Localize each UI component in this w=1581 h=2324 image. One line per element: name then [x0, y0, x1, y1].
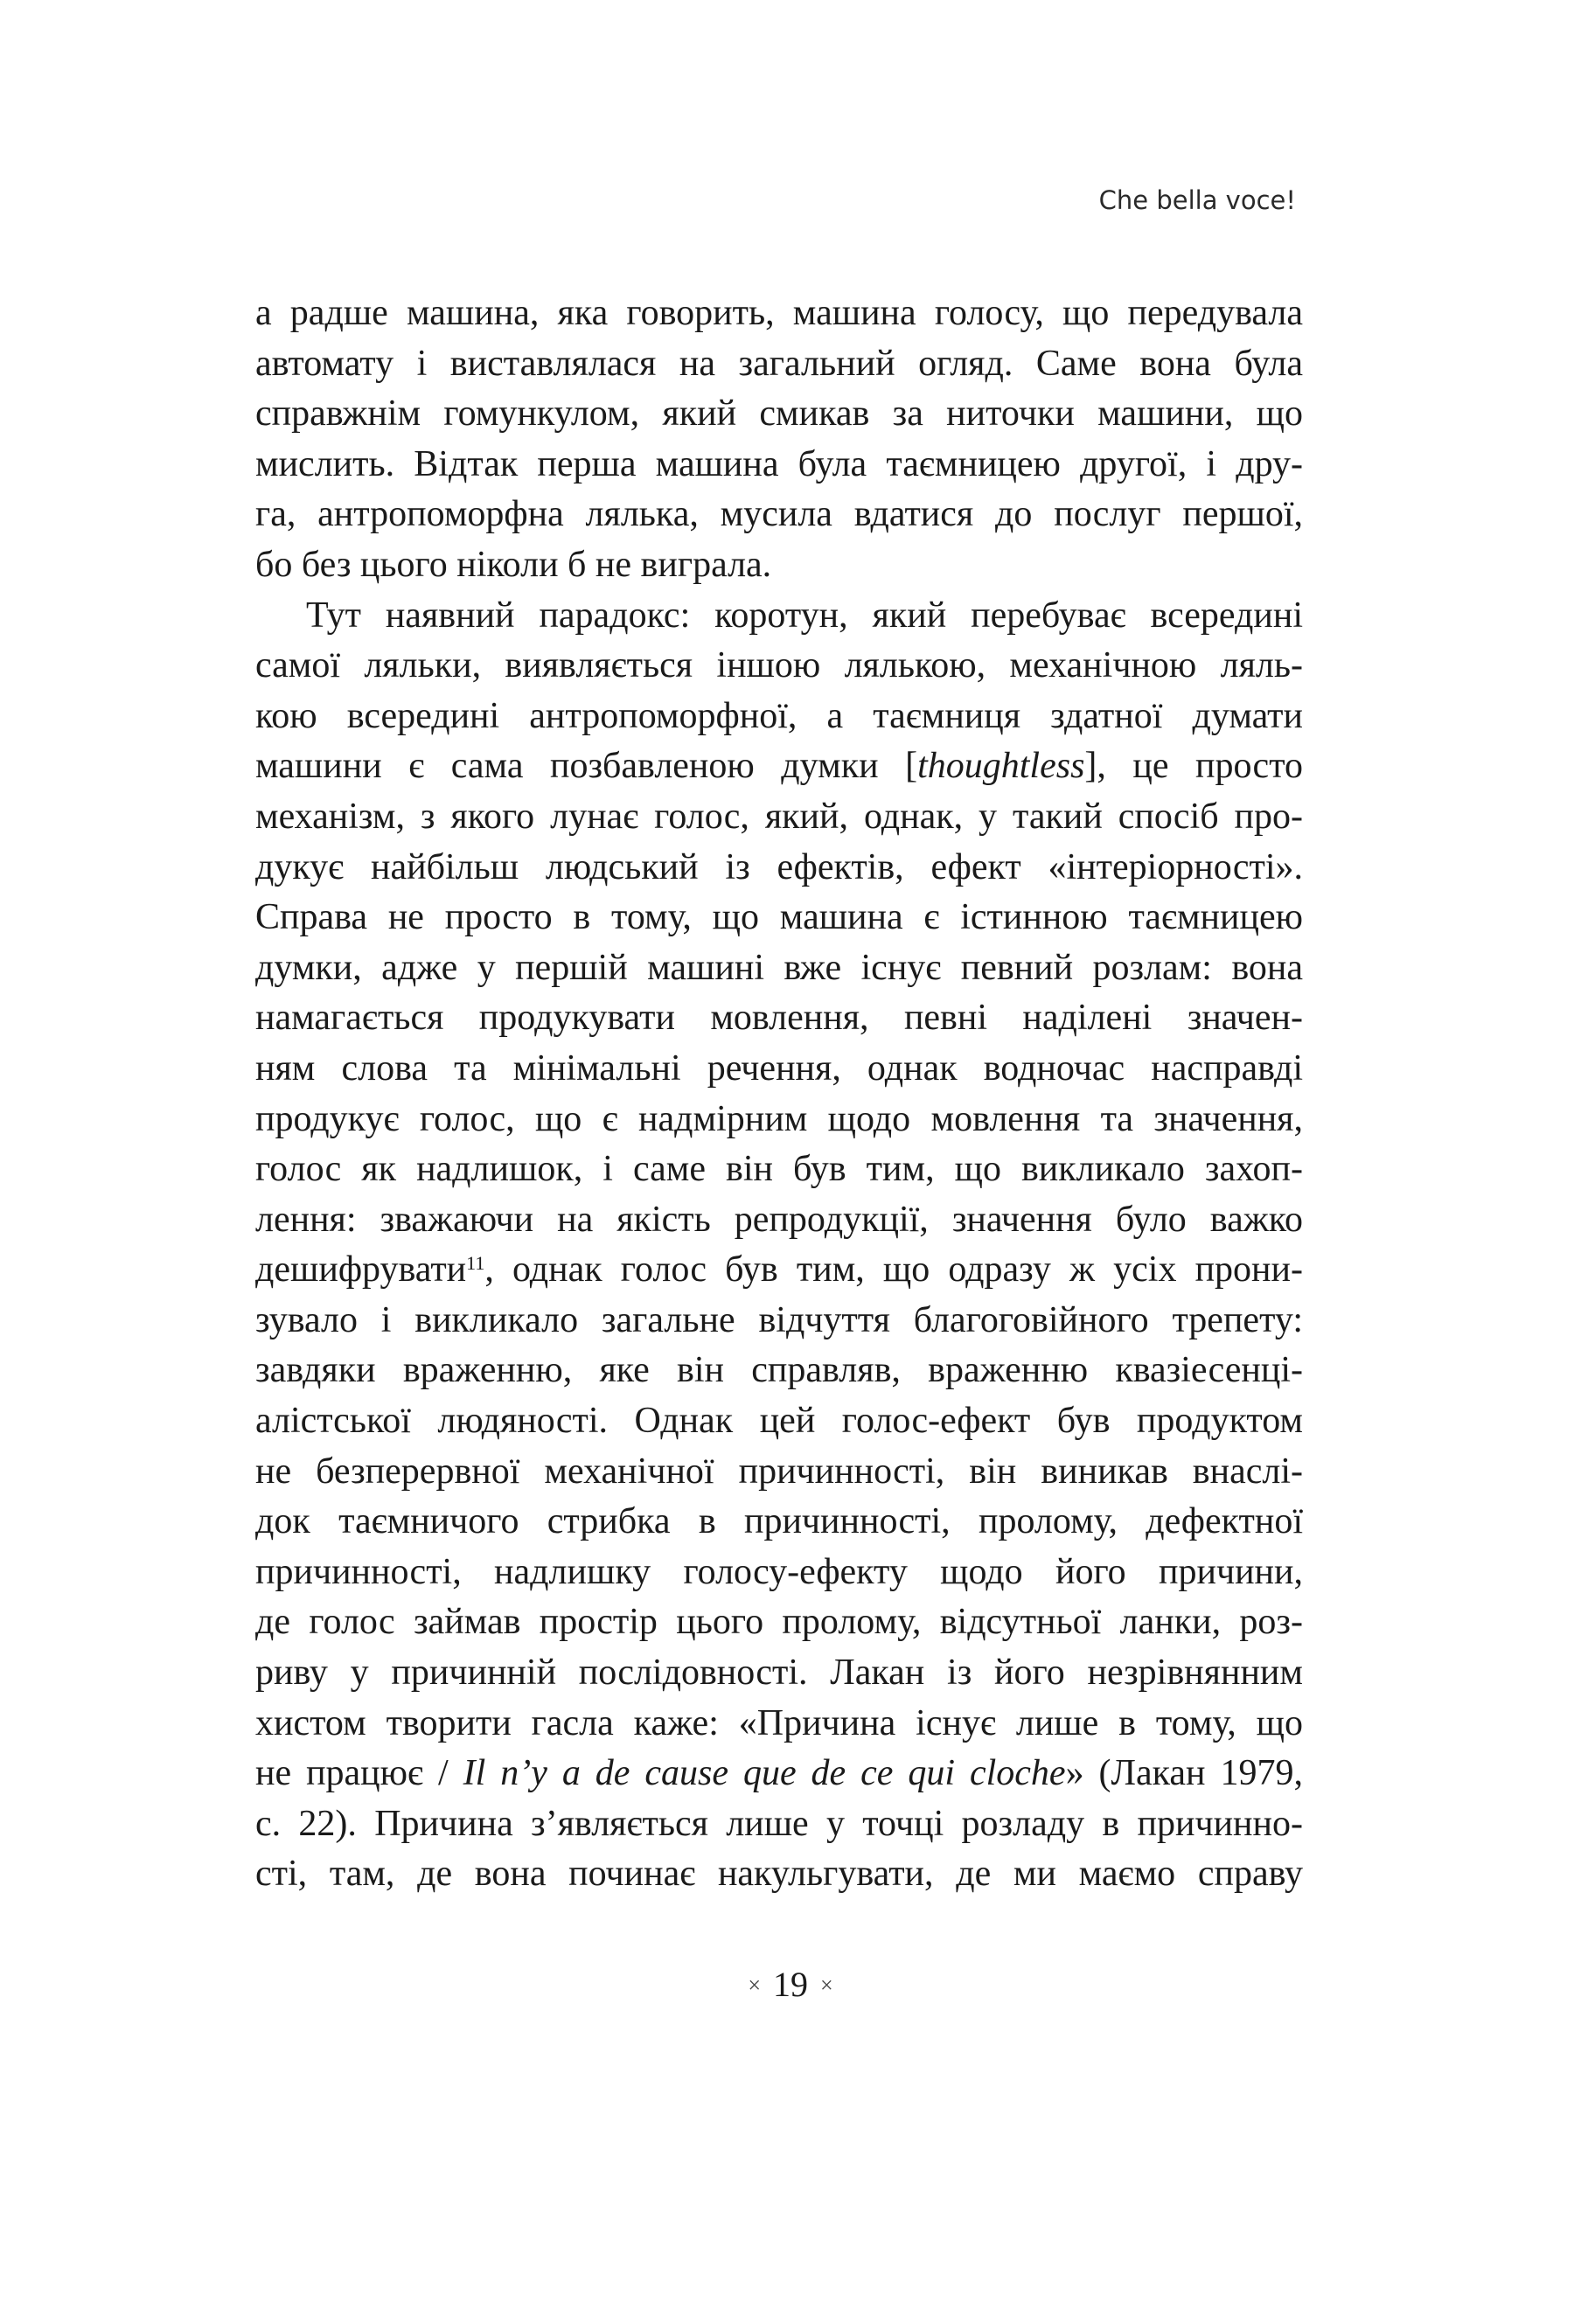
page-number-value: 19: [773, 1965, 808, 2004]
text-line: де голос займав простір цього пролому, відсутньої ланки, роз-: [255, 1602, 1303, 1643]
running-head: Che bella voce!: [1098, 185, 1296, 215]
line-text: ], це просто: [1084, 746, 1304, 787]
text-line: лення: зважаючи на якість репродукції, значення було важко: [255, 1199, 1303, 1240]
text-line: зувало і викликало загальне відчуття благоговійного трепету:: [255, 1299, 1303, 1340]
paragraph-end-line: бо без цього ніколи б не виграла.: [255, 544, 772, 585]
text-line: автомату і виставлялася на загальний огляд. Саме вона була: [255, 343, 1303, 384]
body-text: [255, 289, 1303, 1900]
line-text: дешифрувати: [255, 1249, 467, 1291]
italic-term: thoughtless: [917, 746, 1085, 787]
text-line: хистом творити гасла каже: «Причина існує лише в тому, що: [255, 1702, 1303, 1743]
text-line: сті, там, де вона починає накульгувати, де ми маємо справу: [255, 1854, 1303, 1895]
text-line: [255, 1749, 1303, 1799]
text-line: продукує голос, що є надмірним щодо мовлення та значення,: [255, 1098, 1303, 1139]
text-line: не безперервної механічної причинності, він виникав внаслі-: [255, 1451, 1303, 1492]
paragraph-start-line: Тут наявний парадокс: коротун, який перебуває всередині: [306, 595, 1303, 636]
text-line: [255, 1245, 1303, 1296]
footnote-ref: 11: [466, 1252, 485, 1275]
text-line: мислить. Відтак перша машина була таємницею другої, і дру-: [255, 443, 1303, 484]
line-text: машини є сама позбавленою думки [: [255, 746, 918, 787]
text-line: голос як надлишок, і саме він був тим, що викликало захоп-: [255, 1149, 1303, 1190]
text-line: думки, адже у першій машині вже існує певний розлам: вона: [255, 947, 1303, 988]
text-line: а радше машина, яка говорить, машина голосу, що передувала: [255, 293, 1303, 333]
italic-quote: Il n’y a de cause que de ce qui cloche: [463, 1753, 1066, 1794]
text-line: риву у причинній послідовності. Лакан із його незрівнянним: [255, 1653, 1303, 1694]
folio-ornament-left: ×: [748, 1973, 761, 1998]
text-line: самої ляльки, виявляється іншою лялькою, механічною ляль-: [255, 645, 1303, 686]
page-number: [0, 1964, 1581, 2005]
text-line: кою всередині антропоморфної, а таємниця здатної думати: [255, 695, 1303, 736]
text-line: алістської людяності. Однак цей голос-ефект був продуктом: [255, 1401, 1303, 1442]
text-line: [255, 741, 1303, 792]
text-line: га, антропоморфна лялька, мусила вдатися до послуг першої,: [255, 494, 1303, 535]
text-line: намагається продукувати мовлення, певні наділені значен-: [255, 998, 1303, 1039]
text-line: механізм, з якого лунає голос, який, однак, у такий спосіб про-: [255, 796, 1303, 837]
line-text: » (Лакан 1979,: [1065, 1753, 1303, 1794]
text-line: справжнім гомункулом, який смикав за ниточки машини, що: [255, 393, 1303, 435]
text-line: завдяки враженню, яке він справляв, враженню квазіесенці-: [255, 1350, 1303, 1391]
text-line: док таємничого стрибка в причинності, пролому, дефектної: [255, 1501, 1303, 1542]
folio-ornament-right: ×: [820, 1973, 833, 1998]
text-line: с. 22). Причина з’являється лише у точці розладу в причинно-: [255, 1803, 1303, 1844]
text-line: дукує найбільш людський із ефектів, ефект «інтеріорності».: [255, 846, 1303, 887]
line-text: , однак голос був тим, що одразу ж усіх прони-: [484, 1249, 1303, 1291]
line-text: не працює /: [255, 1753, 463, 1794]
text-line: ням слова та мінімальні речення, однак водночас насправді: [255, 1047, 1303, 1089]
text-line: Справа не просто в тому, що машина є істинною таємницею: [255, 897, 1303, 938]
text-line: причинності, надлишку голосу-ефекту щодо його причини,: [255, 1551, 1303, 1592]
